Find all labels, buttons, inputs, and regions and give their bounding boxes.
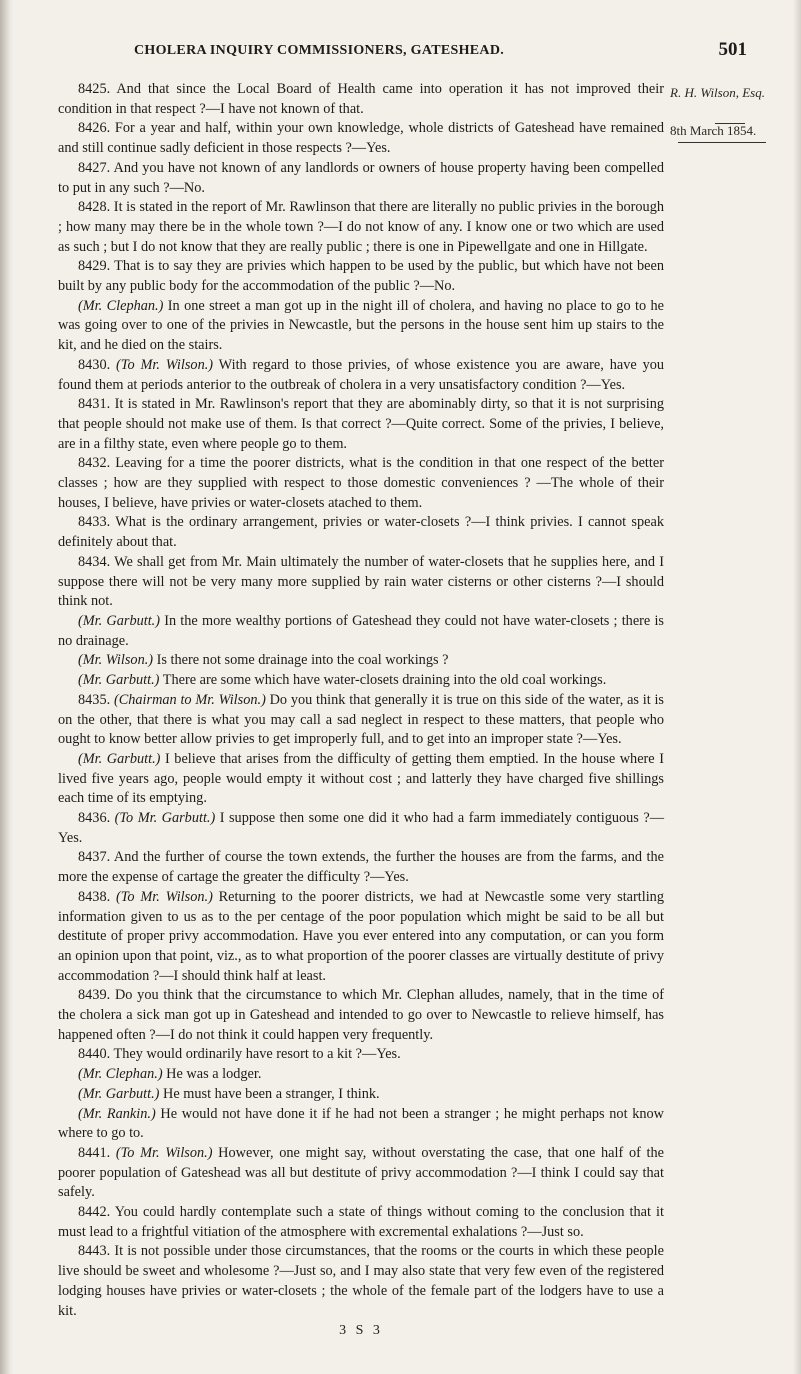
question-number: 8441. (78, 1144, 116, 1161)
speaker-label: (Mr. Garbutt.) (78, 750, 161, 767)
speaker-label: (To Mr. Wilson.) (115, 1144, 213, 1161)
paragraph-text: Do you think that generally it is true on this side of the water, as it is on the other, that there is what you may call a sad neglect in respect to these matters, that people who ought to know better allow privies to get improperly full, and to get into an improper state ?—Yes. (58, 691, 664, 748)
paragraph-text: 8429. That is to say they are privies which happen to be used by the public, but which have not been built by any public body for the accommodation of the public ?—No. (58, 258, 664, 295)
paragraph-text: 8433. What is the ordinary arrangement, privies or water-closets ?—I think privies. I cannot speak definitely about that. (58, 514, 664, 551)
speaker-label: (To Mr. Wilson.) (116, 356, 214, 373)
testimony-paragraph (58, 1144, 664, 1203)
speaker-label: (To Mr. Wilson.) (115, 888, 213, 905)
testimony-paragraph (58, 1085, 664, 1105)
paragraph-text: I suppose then some one did it who had a farm immediately contiguous ?—Yes. (58, 810, 664, 846)
testimony-paragraph (58, 454, 664, 513)
speaker-label: (Mr. Clephan.) (78, 1066, 163, 1083)
paragraph-text: 8440. They would ordinarily have resort to a kit ?—Yes. (78, 1046, 401, 1063)
speaker-label: (Mr. Garbutt.) (78, 1085, 160, 1102)
testimony-paragraph (58, 159, 664, 198)
testimony-paragraph (58, 297, 664, 356)
paragraph-text: 8432. Leaving for a time the poorer districts, what is the condition in that one respect of the better classes ; how are they supplied with respect to those domestic conveniences ? —The whole of their houses, I believe, have privies or water-closets atached to them. (58, 455, 664, 511)
paragraph-text: Is there not some drainage into the coal workings ? (153, 652, 449, 669)
paragraph-text: Returning to the poorer districts, we had at Newcastle some very startling information given to us as to the per centage of the poor population which might be said to be all but destitute of proper privy accommodation. Have you ever entered into any computation, or can you form an opinion upon that point, viz., as to what proportion of the poorer classes are virtually destitute of privy accommodation ?—I should think half at least. (58, 888, 664, 984)
paragraph-text: 8425. And that since the Local Board of Health came into operation it has not improved their condition in that respect ?—I have not known of that. (58, 81, 664, 117)
paragraph-text: 8426. For a year and half, within your own knowledge, whole districts of Gateshead have remained and still continue sadly deficient in those respects ?—Yes. (58, 120, 664, 157)
paragraph-text: 8437. And the further of course the town extends, the further the houses are from the farms, and the more the expense of cartage the greater the difficulty ?—Yes. (58, 849, 664, 886)
testimony-paragraph (58, 671, 664, 691)
question-number: 8435. (78, 691, 114, 708)
testimony-paragraph (58, 1065, 664, 1085)
margin-notes (670, 83, 798, 138)
signature-mark: 3 S 3 (339, 1323, 383, 1339)
testimony-paragraph (58, 80, 664, 119)
page-binding-shadow (0, 0, 14, 1374)
testimony-paragraph (58, 1105, 664, 1144)
speaker-label: (Mr. Garbutt.) (78, 612, 161, 629)
testimony-paragraph (58, 651, 664, 671)
paragraph-text: 8443. It is not possible under those circumstances, that the rooms or the courts in which these people live should be sweet and wholesome ?—Just so, and I may also state that very few even of the registered lodging houses have privies or water-closets ; the whole of the female part of the lodgers have to use a kit. (58, 1243, 664, 1319)
testimony-paragraph (58, 750, 664, 809)
speaker-label: (To Mr. Garbutt.) (114, 810, 216, 827)
testimony-paragraph (58, 356, 664, 395)
paragraph-text: However, one might say, without overstating the case, that one half of the poorer population of Gateshead was all but destitute of privy accommodation ?—I think I could say that safely. (58, 1144, 664, 1201)
paragraph-text: He would not have done it if he had not been a stranger ; he might perhaps not know where to go to. (58, 1105, 664, 1142)
testimony-paragraph (58, 809, 664, 848)
testimony-paragraph (58, 1045, 664, 1065)
testimony-paragraph (58, 691, 664, 750)
paragraph-text: In the more wealthy portions of Gateshead they could not have water-closets ; there is no drainage. (58, 612, 664, 649)
speaker-label: (Chairman to Mr. Wilson.) (113, 691, 266, 708)
paragraph-text: In one street a man got up in the night ill of cholera, and having no place to go to he was going over to one of the privies in Newcastle, but the persons in the house sent him up stairs to the kit, and he died on the stairs. (58, 297, 664, 354)
testimony-paragraph (58, 513, 664, 552)
testimony-paragraph (58, 986, 664, 1045)
testimony-paragraph (58, 395, 664, 454)
paragraph-text: 8428. It is stated in the report of Mr. Rawlinson that there are literally no public privies in the borough ; how many may there be in the whole town ?—I do not know of any. I know one or two which are used as such ; but I do not know that they are really public ; there is one in Pipewellgate and one in Hillgate. (58, 199, 664, 255)
testimony-paragraph (58, 612, 664, 651)
testimony-paragraph (58, 848, 664, 887)
margin-witness-name: R. H. Wilson, Esq. (670, 85, 765, 100)
paragraph-text: 8427. And you have not known of any landlords or owners of house property having been compelled to put in any such ?—No. (58, 159, 664, 196)
paragraph-text: He must have been a stranger, I think. (159, 1085, 380, 1102)
paragraph-text: 8439. Do you think that the circumstance to which Mr. Clephan alludes, namely, that in the time of the cholera a sick man got up in Gateshead and intended to go over to Newcastle to relieve himself, has happened often ?—I do not think it could happen very frequently. (58, 987, 664, 1043)
page-edge-shadow (793, 0, 801, 1374)
paragraph-text: There are some which have water-closets draining into the old coal workings. (159, 672, 607, 689)
testimony-text (58, 80, 664, 1341)
speaker-label: (Mr. Wilson.) (78, 652, 154, 669)
speaker-label: (Mr. Garbutt.) (78, 672, 160, 689)
speaker-label: (Mr. Rankin.) (78, 1105, 156, 1122)
testimony-paragraph (58, 553, 664, 612)
paragraph-text: He was a lodger. (162, 1066, 262, 1083)
testimony-paragraph (58, 1242, 664, 1321)
paragraph-text: 8442. You could hardly contemplate such a state of things without coming to the conclusion that it must lead to a frightful vitiation of the atmosphere with excremental exhalations ?—Just so. (58, 1204, 664, 1240)
running-title: CHOLERA INQUIRY COMMISSIONERS, GATESHEAD. (134, 43, 505, 58)
margin-rule-1 (670, 102, 798, 121)
paragraph-text: 8431. It is stated in Mr. Rawlinson's report that they are abominably dirty, so that it is not surprising that people should not make use of them. Is that correct ?—Quite correct. Some of the privies, I believe, are in a filthy state, even where people go to them. (58, 396, 664, 452)
question-number: 8436. (78, 810, 115, 827)
question-number: 8430. (78, 356, 117, 373)
testimony-paragraph (58, 1203, 664, 1242)
speaker-label: (Mr. Clephan.) (78, 297, 164, 314)
testimony-paragraph (58, 888, 664, 987)
page-number: 501 (718, 39, 747, 60)
paragraph-text: 8434. We shall get from Mr. Main ultimately the number of water-closets that he supplies here, and I suppose there will not be very many more supplied by rain water cisterns or other cisterns ?—I should think not. (58, 553, 664, 610)
margin-rule-2 (678, 142, 766, 143)
testimony-paragraph (58, 119, 664, 158)
running-head (58, 38, 777, 62)
question-number: 8438. (78, 888, 116, 905)
paragraph-text: I believe that arises from the difficulty of getting them emptied. In the house where I lived five years ago, people would empty it without cost ; and latterly they have charged five shillings each time of its emptying. (58, 750, 664, 807)
testimony-paragraph (58, 198, 664, 257)
margin-date: 8th March 1854. (670, 123, 757, 138)
paragraph-text: With regard to those privies, of whose existence you are aware, have you found them at periods anterior to the outbreak of cholera in a very unsatisfactory condition ?—Yes. (58, 356, 665, 393)
testimony-paragraph (58, 257, 664, 296)
